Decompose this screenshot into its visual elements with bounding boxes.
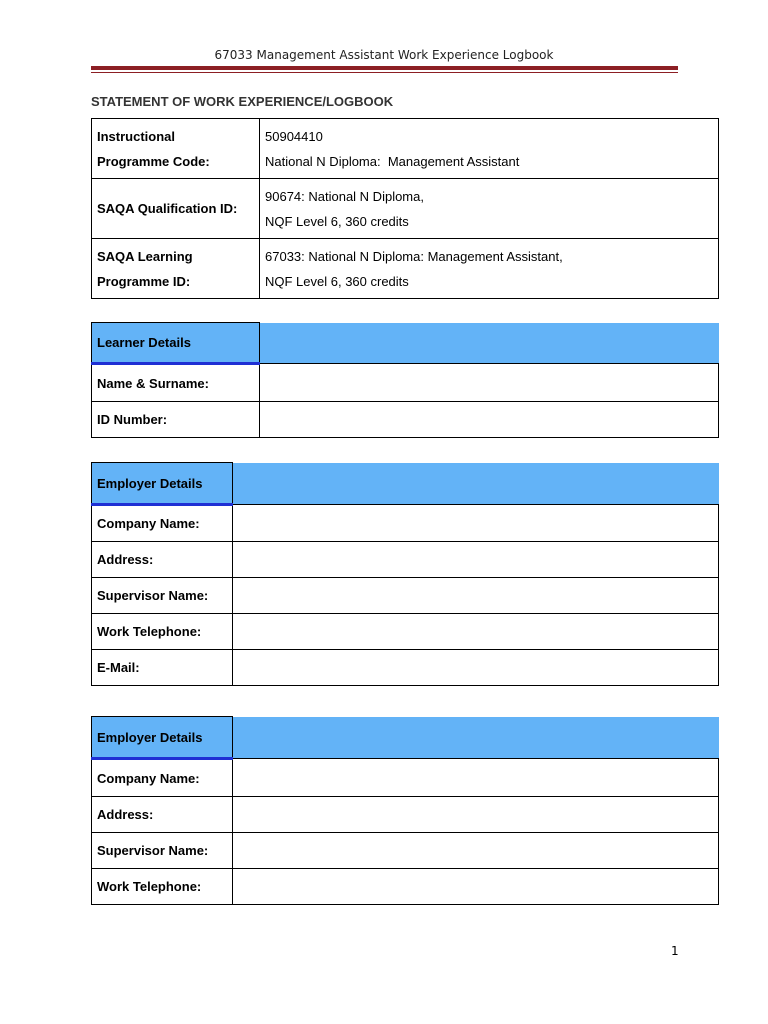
work-telephone-field[interactable] <box>233 869 719 905</box>
saqa-learning-programme-label: SAQA Learning Programme ID: <box>92 239 260 299</box>
company-name-field[interactable] <box>233 759 719 797</box>
section-header-row <box>92 323 719 364</box>
saqa-qualification-value: 90674: National N Diploma, NQF Level 6, 360 credits <box>260 179 719 239</box>
header-rule-thick <box>91 66 678 70</box>
email-label: E-Mail: <box>92 650 233 686</box>
address-field[interactable] <box>233 797 719 833</box>
supervisor-name-label: Supervisor Name: <box>92 578 233 614</box>
learner-details-table <box>91 322 719 438</box>
header-rule-thin <box>91 72 678 73</box>
programme-code-label: Instructional Programme Code: <box>92 119 260 179</box>
table-row <box>92 578 719 614</box>
work-telephone-label: Work Telephone: <box>92 614 233 650</box>
id-number-field[interactable] <box>260 402 719 438</box>
document-title: STATEMENT OF WORK EXPERIENCE/LOGBOOK <box>91 94 394 109</box>
table-row <box>92 614 719 650</box>
saqa-learning-programme-value: 67033: National N Diploma: Management Assistant, NQF Level 6, 360 credits <box>260 239 719 299</box>
table-row <box>92 833 719 869</box>
table-row <box>92 869 719 905</box>
supervisor-name-field[interactable] <box>233 578 719 614</box>
address-field[interactable] <box>233 542 719 578</box>
work-telephone-label: Work Telephone: <box>92 869 233 905</box>
table-row <box>92 402 719 438</box>
table-row <box>92 119 719 179</box>
table-row <box>92 797 719 833</box>
work-telephone-field[interactable] <box>233 614 719 650</box>
table-row <box>92 505 719 542</box>
company-name-field[interactable] <box>233 505 719 542</box>
programme-code-value: 50904410 National N Diploma: Management Assistant <box>260 119 719 179</box>
page-header: 67033 Management Assistant Work Experience Logbook <box>214 48 554 62</box>
id-number-label: ID Number: <box>92 402 260 438</box>
company-name-label: Company Name: <box>92 505 233 542</box>
table-row <box>92 179 719 239</box>
employer-details-heading: Employer Details <box>92 717 233 759</box>
table-row <box>92 650 719 686</box>
table-row <box>92 364 719 402</box>
programme-table <box>91 118 719 299</box>
learner-details-heading: Learner Details <box>92 323 260 364</box>
table-row <box>92 542 719 578</box>
supervisor-name-label: Supervisor Name: <box>92 833 233 869</box>
section-header-row <box>92 717 719 759</box>
supervisor-name-field[interactable] <box>233 833 719 869</box>
name-surname-field[interactable] <box>260 364 719 402</box>
employer-details-table-2 <box>91 716 719 905</box>
saqa-qualification-label: SAQA Qualification ID: <box>92 179 260 239</box>
table-row <box>92 239 719 299</box>
table-row <box>92 759 719 797</box>
email-field[interactable] <box>233 650 719 686</box>
employer-details-heading: Employer Details <box>92 463 233 505</box>
address-label: Address: <box>92 797 233 833</box>
page-number: 1 <box>671 944 679 958</box>
name-surname-label: Name & Surname: <box>92 364 260 402</box>
employer-details-table-1 <box>91 462 719 686</box>
section-header-row <box>92 463 719 505</box>
address-label: Address: <box>92 542 233 578</box>
company-name-label: Company Name: <box>92 759 233 797</box>
